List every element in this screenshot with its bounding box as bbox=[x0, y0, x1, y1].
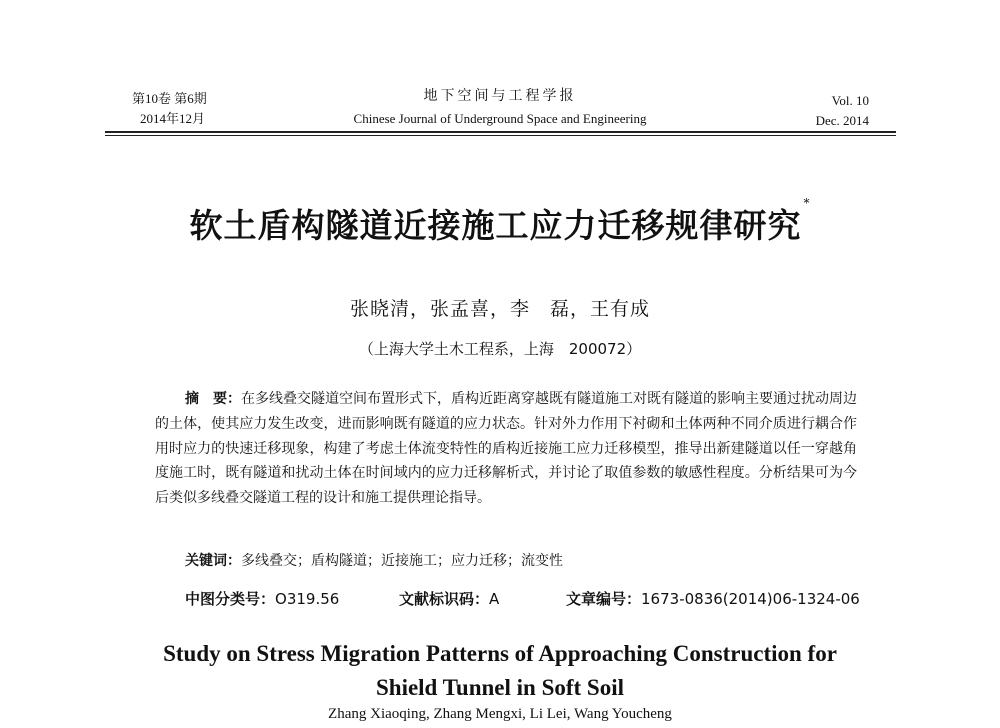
article-number-label: 文章编号： bbox=[566, 590, 642, 608]
authors-en: Zhang Xiaoqing, Zhang Mengxi, Li Lei, Wang Youcheng bbox=[328, 706, 672, 722]
abstract-label: 摘 要： bbox=[185, 391, 241, 407]
clc-value: O319.56 bbox=[275, 590, 340, 608]
header-date-cn: 2014年12月 bbox=[140, 111, 206, 126]
paper-title-cn-text: 软土盾构隧道近接施工应力迁移规律研究 bbox=[189, 206, 802, 245]
authors-cn: 张晓清，张孟喜，李 磊，王有成 bbox=[349, 298, 650, 320]
header-rule-thick bbox=[105, 131, 896, 133]
affiliation-cn: （上海大学土木工程系，上海 200072） bbox=[358, 340, 642, 358]
doc-code-value: A bbox=[489, 590, 500, 608]
title-footnote-mark: * bbox=[803, 196, 811, 210]
keywords-text: 多线叠交；盾构隧道；近接施工；应力迁移；流变性 bbox=[241, 553, 563, 569]
document-code bbox=[399, 588, 499, 609]
header-date-en: Dec. 2014 bbox=[815, 113, 869, 128]
header-volume-en: Vol. 10 bbox=[831, 93, 869, 108]
header-rule-thin bbox=[105, 135, 896, 136]
keywords-label: 关键词： bbox=[185, 553, 241, 569]
keywords bbox=[185, 550, 563, 570]
clc-number bbox=[185, 588, 339, 609]
header-volume-issue-cn: 第10卷 第6期 bbox=[132, 91, 207, 106]
doc-code-label: 文献标识码： bbox=[399, 590, 490, 608]
clc-label: 中图分类号： bbox=[185, 590, 276, 608]
paper-title-en-line-1: Study on Stress Migration Patterns of Approaching Construction for bbox=[163, 641, 837, 666]
abstract-text: 在多线叠交隧道空间布置形式下，盾构近距离穿越既有隧道施工对既有隧道的影响主要通过扰动周边的土体，使其应力发生改变，进而影响既有隧道的应力状态。针对外力作用下衬砌和土体两种不同介质进行耦合作用时应力的快速迁移现象，构建了考虑土体流变特性的盾构近接施工应力迁移模型，推导出新建隧道以任一穿越角度施工时，既有隧道和扰动土体在时间域内的应力迁移解析式，并讨论了取值参数的敏感性程度。分析结果可为今后类似多线叠交隧道工程的设计和施工提供理论指导。 bbox=[155, 391, 857, 507]
paper-title-cn bbox=[0, 196, 1000, 247]
article-number bbox=[566, 588, 860, 609]
header-journal-name-cn: 地下空间与工程学报 bbox=[423, 89, 577, 104]
header-journal-name-en: Chinese Journal of Underground Space and Engineering bbox=[353, 111, 647, 126]
abstract bbox=[155, 387, 857, 511]
article-number-value: 1673-0836(2014)06-1324-06 bbox=[641, 590, 860, 608]
paper-title-en-line-2: Shield Tunnel in Soft Soil bbox=[375, 675, 624, 700]
